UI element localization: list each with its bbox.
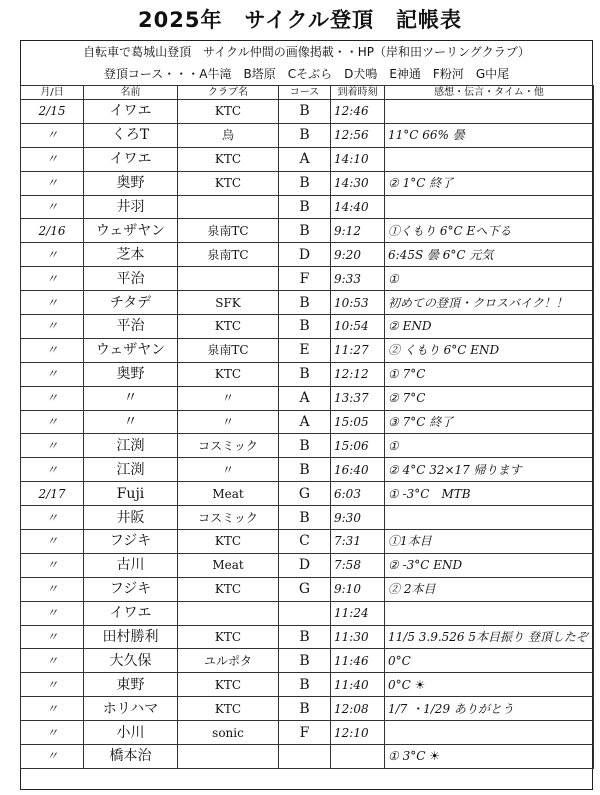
cell-date: 〃 [21, 243, 84, 267]
cell-note: ② 4°C 32×17 帰ります [385, 458, 594, 482]
cell-note: ② 1°C 終了 [385, 171, 594, 195]
cell-name: 芝本 [84, 243, 178, 267]
cell-date: 〃 [21, 601, 84, 625]
cell-time: 11:30 [331, 625, 385, 649]
cell-date: 〃 [21, 553, 84, 577]
table-row [21, 530, 594, 554]
cell-time: 11:24 [331, 601, 385, 625]
cell-club: Meat [178, 482, 279, 506]
cell-date: 〃 [21, 530, 84, 554]
cell-date: 〃 [21, 267, 84, 291]
cell-note: ② 7°C [385, 386, 594, 410]
cell-time: 11:40 [331, 673, 385, 697]
cell-time: 6:03 [331, 482, 385, 506]
table-row [21, 195, 594, 219]
cell-time: 12:08 [331, 697, 385, 721]
cell-course: B [279, 697, 331, 721]
cell-name: イワエ [84, 147, 178, 171]
cell-note: ①くもり 6°C Eへ下る [385, 219, 594, 243]
cell-time: 9:33 [331, 267, 385, 291]
table-row [21, 673, 594, 697]
table-row [21, 267, 594, 291]
cell-course: B [279, 458, 331, 482]
table-row [21, 697, 594, 721]
cell-note [385, 100, 594, 124]
table-row [21, 147, 594, 171]
table-row [21, 171, 594, 195]
cell-club: コスミック [178, 506, 279, 530]
table-row [21, 625, 594, 649]
cell-date: 〃 [21, 315, 84, 339]
cell-time: 9:20 [331, 243, 385, 267]
cell-note: ① 7°C [385, 362, 594, 386]
table-row [21, 721, 594, 745]
header-club: クラブ名 [178, 86, 279, 100]
cell-date: 〃 [21, 649, 84, 673]
cell-time: 10:54 [331, 315, 385, 339]
cell-club: KTC [178, 147, 279, 171]
log-sheet [20, 40, 593, 790]
cell-date: 〃 [21, 721, 84, 745]
cell-name: 奥野 [84, 362, 178, 386]
cell-time: 14:30 [331, 171, 385, 195]
log-table [20, 85, 594, 769]
cell-date: 〃 [21, 410, 84, 434]
cell-club: KTC [178, 697, 279, 721]
cell-note: ② 2本目 [385, 577, 594, 601]
cell-club: KTC [178, 100, 279, 124]
table-row [21, 577, 594, 601]
cell-club: KTC [178, 577, 279, 601]
cell-date: 2/15 [21, 100, 84, 124]
cell-note: 11/5 3.9.526 5本目振り 登頂したぞ [385, 625, 594, 649]
cell-course: B [279, 362, 331, 386]
table-row [21, 315, 594, 339]
cell-course: B [279, 434, 331, 458]
cell-date: 〃 [21, 577, 84, 601]
cell-course: B [279, 625, 331, 649]
cell-name: 平治 [84, 267, 178, 291]
cell-note [385, 721, 594, 745]
cell-time: 14:10 [331, 147, 385, 171]
cell-course [279, 745, 331, 769]
cell-time: 12:12 [331, 362, 385, 386]
table-row [21, 100, 594, 124]
cell-name: ホリハマ [84, 697, 178, 721]
cell-note: ② -3°C END [385, 553, 594, 577]
cell-club: 泉南TC [178, 243, 279, 267]
cell-note: 1/7 ・1/29 ありがとう [385, 697, 594, 721]
cell-time [331, 745, 385, 769]
cell-date: 〃 [21, 745, 84, 769]
cell-name: 〃 [84, 386, 178, 410]
cell-time: 12:56 [331, 123, 385, 147]
table-row [21, 601, 594, 625]
cell-course [279, 601, 331, 625]
table-row [21, 745, 594, 769]
cell-club: KTC [178, 362, 279, 386]
cell-name: フジキ [84, 577, 178, 601]
cell-course: B [279, 506, 331, 530]
cell-course: A [279, 147, 331, 171]
cell-time: 7:31 [331, 530, 385, 554]
cell-time: 11:27 [331, 338, 385, 362]
cell-name: 古川 [84, 553, 178, 577]
cell-note: ② くもり 6°C END [385, 338, 594, 362]
cell-name: 田村勝利 [84, 625, 178, 649]
cell-club: 〃 [178, 386, 279, 410]
cell-note: 11°C 66% 曇 [385, 123, 594, 147]
table-row [21, 219, 594, 243]
cell-name: 井羽 [84, 195, 178, 219]
cell-name: 東野 [84, 673, 178, 697]
cell-time: 10:53 [331, 291, 385, 315]
cell-club: 烏 [178, 123, 279, 147]
table-row [21, 482, 594, 506]
cell-name: 小川 [84, 721, 178, 745]
cell-club: KTC [178, 625, 279, 649]
cell-club: 泉南TC [178, 338, 279, 362]
cell-name: チタデ [84, 291, 178, 315]
cell-club: 〃 [178, 458, 279, 482]
cell-date: 2/17 [21, 482, 84, 506]
cell-name: 江渕 [84, 458, 178, 482]
cell-time: 13:37 [331, 386, 385, 410]
cell-note: ① 3°C ☀ [385, 745, 594, 769]
cell-note: ① -3°C MTB [385, 482, 594, 506]
cell-note: 初めての登頂・クロスバイク！！ [385, 291, 594, 315]
cell-course: D [279, 553, 331, 577]
cell-course: B [279, 195, 331, 219]
cell-name: ウェザヤン [84, 219, 178, 243]
cell-name: 奥野 [84, 171, 178, 195]
cell-course: F [279, 721, 331, 745]
table-row [21, 553, 594, 577]
cell-note: ① [385, 434, 594, 458]
cell-club: 〃 [178, 410, 279, 434]
cell-course: G [279, 577, 331, 601]
cell-note: ③ 7°C 終了 [385, 410, 594, 434]
cell-date: 2/16 [21, 219, 84, 243]
cell-date: 〃 [21, 195, 84, 219]
cell-date: 〃 [21, 362, 84, 386]
cell-club: KTC [178, 673, 279, 697]
cell-course: A [279, 410, 331, 434]
cell-club: sonic [178, 721, 279, 745]
cell-course: E [279, 338, 331, 362]
cell-note [385, 195, 594, 219]
page-title: 2025年 サイクル登頂 記帳表 [138, 8, 462, 32]
cell-club: KTC [178, 315, 279, 339]
header-date: 月/日 [21, 86, 84, 100]
cell-note: ② END [385, 315, 594, 339]
cell-club [178, 267, 279, 291]
cell-club [178, 601, 279, 625]
cell-note [385, 147, 594, 171]
cell-club: KTC [178, 530, 279, 554]
cell-name: 平治 [84, 315, 178, 339]
cell-time: 12:10 [331, 721, 385, 745]
table-row [21, 458, 594, 482]
cell-date: 〃 [21, 147, 84, 171]
table-row [21, 649, 594, 673]
cell-time: 14:40 [331, 195, 385, 219]
cell-name: Fuji [84, 482, 178, 506]
table-row [21, 386, 594, 410]
cell-time: 9:10 [331, 577, 385, 601]
cell-club: SFK [178, 291, 279, 315]
cell-time: 15:06 [331, 434, 385, 458]
cell-time: 16:40 [331, 458, 385, 482]
log-rows [21, 100, 594, 769]
cell-club: 泉南TC [178, 219, 279, 243]
header-row [21, 86, 594, 100]
cell-course: G [279, 482, 331, 506]
cell-course: B [279, 291, 331, 315]
cell-name: 江渕 [84, 434, 178, 458]
cell-club: ユルポタ [178, 649, 279, 673]
cell-name: イワエ [84, 601, 178, 625]
table-row [21, 243, 594, 267]
cell-note: ① [385, 267, 594, 291]
cell-course: D [279, 243, 331, 267]
course-legend: 登頂コース・・・A牛滝 B塔原 Cそぶら D犬鳴 E神通 F粉河 G中尾 [103, 67, 510, 81]
cell-course: C [279, 530, 331, 554]
cell-time: 9:12 [331, 219, 385, 243]
cell-note: 0°C [385, 649, 594, 673]
cell-date: 〃 [21, 386, 84, 410]
cell-name: 橋本治 [84, 745, 178, 769]
cell-date: 〃 [21, 291, 84, 315]
cell-name: 井阪 [84, 506, 178, 530]
table-row [21, 506, 594, 530]
cell-time: 11:46 [331, 649, 385, 673]
table-row [21, 410, 594, 434]
table-row [21, 434, 594, 458]
cell-course: B [279, 100, 331, 124]
cell-note: ①1本目 [385, 530, 594, 554]
cell-club: KTC [178, 171, 279, 195]
cell-name: ウェザヤン [84, 338, 178, 362]
cell-name: くろT [84, 123, 178, 147]
cell-course: B [279, 649, 331, 673]
cell-date: 〃 [21, 458, 84, 482]
cell-course: F [279, 267, 331, 291]
cell-club [178, 195, 279, 219]
header-course: コース [279, 86, 331, 100]
cell-date: 〃 [21, 506, 84, 530]
cell-time: 9:30 [331, 506, 385, 530]
table-row [21, 362, 594, 386]
cell-club [178, 745, 279, 769]
header-time: 到着時刻 [331, 86, 385, 100]
cell-date: 〃 [21, 625, 84, 649]
cell-date: 〃 [21, 338, 84, 362]
table-row [21, 338, 594, 362]
cell-course: B [279, 171, 331, 195]
cell-note [385, 506, 594, 530]
cell-club: Meat [178, 553, 279, 577]
table-row [21, 291, 594, 315]
cell-note: 6:45S 曇 6°C 元気 [385, 243, 594, 267]
cell-time: 12:46 [331, 100, 385, 124]
cell-course: B [279, 673, 331, 697]
cell-club: コスミック [178, 434, 279, 458]
cell-date: 〃 [21, 673, 84, 697]
cell-time: 15:05 [331, 410, 385, 434]
cell-date: 〃 [21, 697, 84, 721]
cell-course: A [279, 386, 331, 410]
cell-date: 〃 [21, 171, 84, 195]
cell-name: 〃 [84, 410, 178, 434]
cell-course: B [279, 219, 331, 243]
cell-name: 大久保 [84, 649, 178, 673]
cell-note [385, 601, 594, 625]
cell-note: 0°C ☀ [385, 673, 594, 697]
cell-date: 〃 [21, 123, 84, 147]
subtitle: 自転車で葛城山登頂 サイクル仲間の画像掲載・・HP（岸和田ツーリングクラブ） [83, 45, 530, 59]
cell-date: 〃 [21, 434, 84, 458]
cell-time: 7:58 [331, 553, 385, 577]
cell-name: イワエ [84, 100, 178, 124]
header-note: 感想・伝言・タイム・他 [385, 86, 594, 100]
table-row [21, 123, 594, 147]
cell-course: B [279, 315, 331, 339]
cell-name: フジキ [84, 530, 178, 554]
cell-course: B [279, 123, 331, 147]
header-name: 名前 [84, 86, 178, 100]
